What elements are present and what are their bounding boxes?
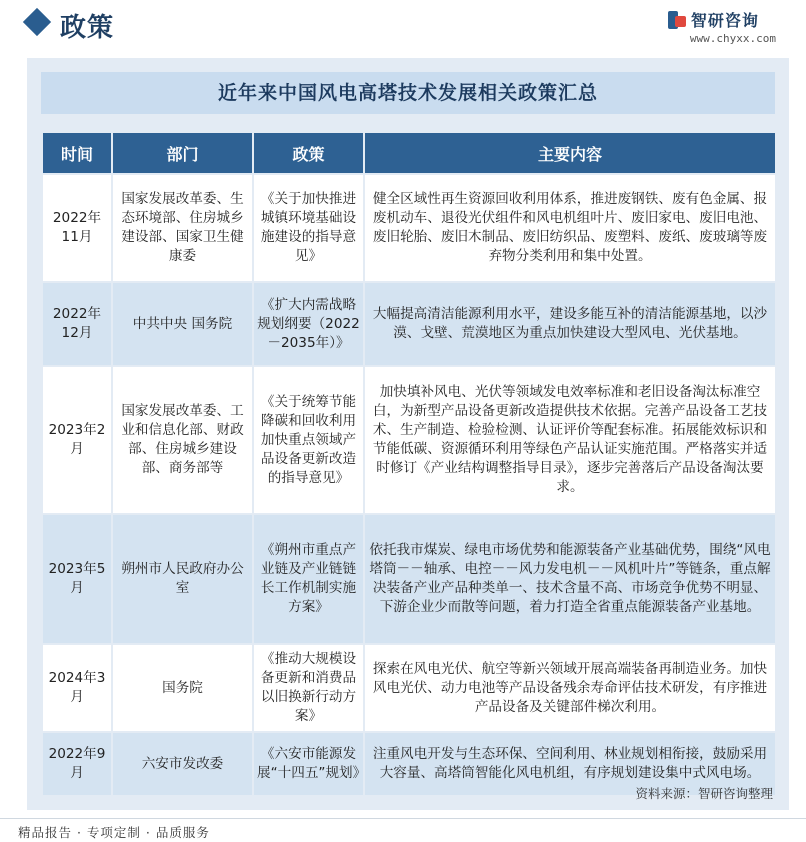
cell-time: 2022年9月 — [42, 732, 112, 796]
table-row — [42, 644, 776, 732]
cell-policy: 《关于加快推进城镇环境基础设施建设的指导意见》 — [253, 174, 364, 282]
cell-time: 2022年12月 — [42, 282, 112, 366]
cell-content: 探索在风电光伏、航空等新兴领域开展高端装备再制造业务。加快风电光伏、动力电池等产品设备残余寿命评估技术研发，有序推进产品设备及关键部件梯次利用。 — [364, 644, 776, 732]
table-row — [42, 514, 776, 644]
content-panel — [27, 58, 789, 810]
footer-tagline: 精品报告 · 专项定制 · 品质服务 — [18, 825, 210, 840]
section-title: 政策 — [60, 13, 115, 43]
cell-time: 2023年2月 — [42, 366, 112, 514]
cell-dept: 六安市发改委 — [112, 732, 253, 796]
source-note: 资料来源：智研咨询整理 — [635, 786, 773, 801]
cell-policy: 《关于统筹节能降碳和回收利用 加快重点领域产品设备更新改造的指导意见》 — [253, 366, 364, 514]
column-header-policy: 政策 — [253, 132, 364, 174]
cell-time: 2022年11月 — [42, 174, 112, 282]
brand-logo-icon — [668, 11, 686, 29]
cell-time: 2024年3月 — [42, 644, 112, 732]
brand[interactable] — [668, 8, 776, 45]
cell-content: 依托我市煤炭、绿电市场优势和能源装备产业基础优势，围绕“风电塔筒－－轴承、电控－－风力发电机－－风机叶片”等链条，重点解决装备产业产品种类单一、技术含量不高、市场竞争优势不明显、下游企业少而散等问题，着力打造全省重点能源装备产业基地。 — [364, 514, 776, 644]
column-header-dept: 部门 — [112, 132, 253, 174]
document-title: 近年来中国风电高塔技术发展相关政策汇总 — [41, 72, 775, 114]
cell-dept: 国务院 — [112, 644, 253, 732]
cell-dept: 国家发展改革委、生态环境部、住房城乡建设部、国家卫生健康委 — [112, 174, 253, 282]
table-row — [42, 366, 776, 514]
cell-policy: 《朔州市重点产业链及产业链链长工作机制实施方案》 — [253, 514, 364, 644]
cell-content: 注重风电开发与生态环保、空间利用、林业规划相衔接，鼓励采用大容量、高塔筒智能化风电机组，有序规划建设集中式风电场。 — [364, 732, 776, 796]
policy-table — [41, 131, 777, 797]
cell-dept: 朔州市人民政府办公室 — [112, 514, 253, 644]
cell-content: 健全区域性再生资源回收利用体系，推进废钢铁、废有色金属、报废机动车、退役光伏组件和风电机组叶片、废旧家电、废旧电池、废旧轮胎、废旧木制品、废旧纺织品、废塑料、废纸、废玻璃等废弃物分类利用和集中处置。 — [364, 174, 776, 282]
cell-content: 大幅提高清洁能源利用水平，建设多能互补的清洁能源基地，以沙漠、戈壁、荒漠地区为重点加快建设大型风电、光伏基地。 — [364, 282, 776, 366]
table-header-row — [42, 132, 776, 174]
page-header — [0, 0, 806, 46]
brand-name: 智研咨询 — [690, 11, 759, 30]
cell-policy: 《推动大规模设备更新和消费品以旧换新行动方案》 — [253, 644, 364, 732]
footer-divider — [0, 818, 806, 819]
cell-content: 加快填补风电、光伏等领域发电效率标准和老旧设备淘汰标准空白，为新型产品设备更新改造提供技术依据。完善产品设备工艺技术、生产制造、检验检测、认证评价等配套标准。拓展能效标识和节能低碳、资源循环利用等绿色产品认证实施范围。严格落实并适时修订《产业结构调整指导目录》，逐步完善落后产品设备淘汰要求。 — [364, 366, 776, 514]
cell-policy: 《六安市能源发展“十四五”规划》 — [253, 732, 364, 796]
table-row — [42, 282, 776, 366]
column-header-time: 时间 — [42, 132, 112, 174]
diamond-icon — [23, 8, 51, 36]
cell-policy: 《扩大内需战略规划纲要（2022－2035年）》 — [253, 282, 364, 366]
column-header-content: 主要内容 — [364, 132, 776, 174]
cell-dept: 中共中央 国务院 — [112, 282, 253, 366]
brand-url[interactable]: www.chyxx.com — [689, 32, 776, 45]
table-row — [42, 174, 776, 282]
cell-dept: 国家发展改革委、工业和信息化部、财政部、住房城乡建设部、商务部等 — [112, 366, 253, 514]
cell-time: 2023年5月 — [42, 514, 112, 644]
